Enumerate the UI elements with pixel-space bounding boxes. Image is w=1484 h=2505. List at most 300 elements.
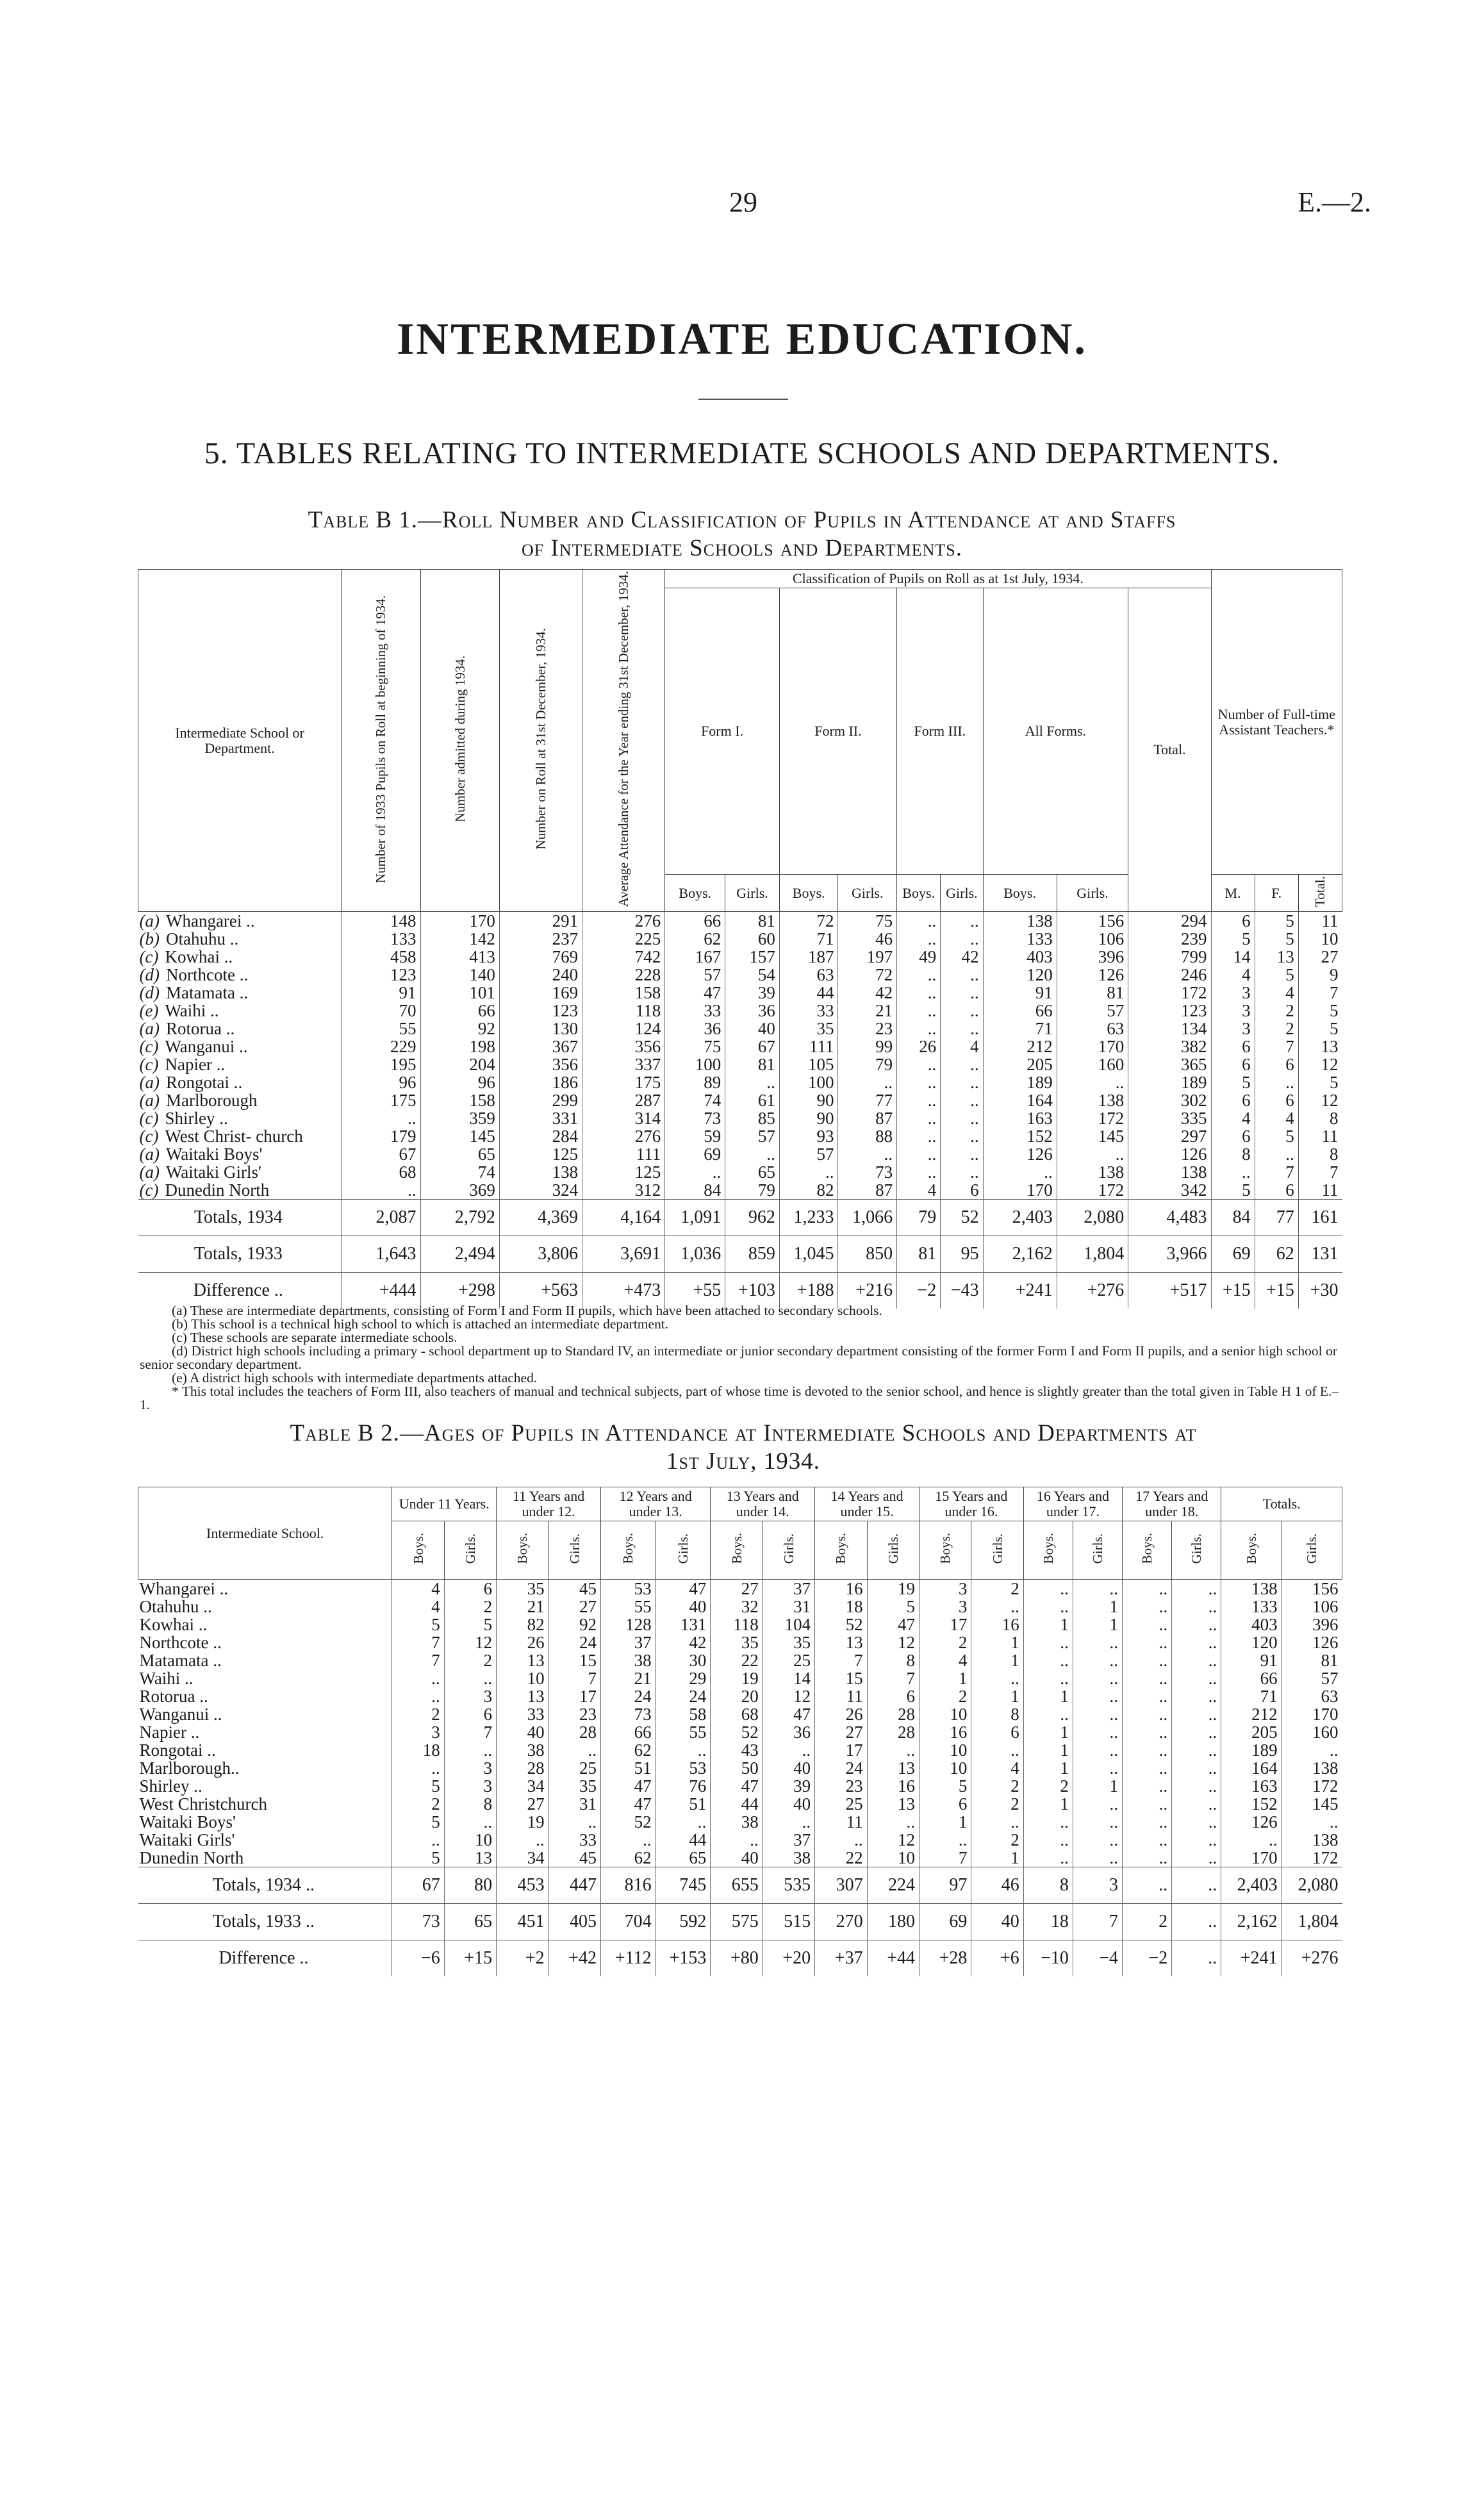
b1-value-cell: 4 <box>1255 984 1298 1002</box>
b2-value-cell: 11 <box>815 1687 867 1705</box>
b1-value-cell: 8 <box>1298 1145 1342 1163</box>
b1-value-cell: 11 <box>1298 1127 1342 1145</box>
b2-value-cell: 43 <box>711 1741 763 1759</box>
b2-value-cell: .. <box>1172 1687 1221 1705</box>
b2-value-cell: 2 <box>444 1598 496 1616</box>
b2-value-cell: 19 <box>711 1669 763 1687</box>
b2-value-cell: 38 <box>497 1741 548 1759</box>
b1-school-tag: (d) <box>139 965 160 985</box>
b1-value-cell: 7 <box>1298 1163 1342 1181</box>
b1-totals-cell: 1,804 <box>1057 1236 1128 1273</box>
b2-value-cell: .. <box>711 1831 763 1849</box>
b2-value-cell: 35 <box>763 1633 814 1651</box>
b2-value-cell: 10 <box>919 1705 971 1723</box>
b2-value-cell: 8 <box>444 1795 496 1813</box>
b2-value-cell: .. <box>1172 1795 1221 1813</box>
b2-value-cell: 27 <box>711 1580 763 1598</box>
b2-value-cell: 7 <box>548 1669 600 1687</box>
b2-value-cell: .. <box>1172 1741 1221 1759</box>
b2-boys-header <box>815 1521 867 1580</box>
b2-value-cell: 24 <box>548 1633 600 1651</box>
b2-value-cell: 13 <box>497 1687 548 1705</box>
b2-value-cell: 26 <box>497 1633 548 1651</box>
b1-value-cell: 179 <box>342 1127 420 1145</box>
b2-value-cell: 27 <box>497 1795 548 1813</box>
b2-totals-cell: 816 <box>600 1867 655 1904</box>
b1-value-cell: 5 <box>1211 930 1255 948</box>
b2-totals-cell: 67 <box>392 1867 444 1904</box>
b1-totals-cell: 81 <box>897 1236 941 1273</box>
b1-value-cell: 7 <box>1298 984 1342 1002</box>
b2-value-cell: 65 <box>655 1849 711 1867</box>
b2-value-cell: .. <box>763 1813 814 1831</box>
b1-value-cell: .. <box>897 1091 941 1109</box>
b1-value-cell: 276 <box>582 1127 665 1145</box>
b1-value-cell: 291 <box>499 912 582 930</box>
table-row <box>138 1580 1342 1598</box>
table-row <box>138 1849 1342 1867</box>
b1-totals-cell: +298 <box>420 1273 499 1309</box>
b1-value-cell: 186 <box>499 1073 582 1091</box>
b1-school-tag: (c) <box>139 1127 159 1146</box>
b2-value-cell: .. <box>1172 1759 1221 1777</box>
b2-value-cell: 35 <box>711 1633 763 1651</box>
b1-value-cell: .. <box>941 912 983 930</box>
b2-value-cell: 172 <box>1282 1777 1342 1795</box>
b2-value-cell: 25 <box>815 1795 867 1813</box>
b1-value-cell: 73 <box>665 1109 725 1127</box>
b1-value-cell: 331 <box>499 1109 582 1127</box>
b2-value-cell: .. <box>1123 1669 1172 1687</box>
b1-value-cell: .. <box>897 930 941 948</box>
b2-value-cell: 126 <box>1221 1813 1282 1831</box>
b2-value-cell: 12 <box>867 1831 919 1849</box>
b1-value-cell: .. <box>941 1073 983 1091</box>
b1-value-cell: 5 <box>1255 966 1298 984</box>
b2-value-cell: 31 <box>763 1598 814 1616</box>
b2-boys-header <box>1221 1521 1282 1580</box>
b2-value-cell: 55 <box>600 1598 655 1616</box>
b1-value-cell: 3 <box>1211 1002 1255 1020</box>
b1-value-cell: 92 <box>420 1020 499 1038</box>
b2-age-group-header: 12 Years and under 13. <box>600 1487 710 1521</box>
b1-value-cell: 6 <box>1211 1038 1255 1055</box>
table-row <box>138 948 1342 966</box>
b2-value-cell: 21 <box>497 1598 548 1616</box>
b2-value-cell: 4 <box>919 1651 971 1669</box>
b2-value-cell: 92 <box>548 1616 600 1633</box>
b2-value-cell: 104 <box>763 1616 814 1633</box>
b1-value-cell: 3 <box>1211 984 1255 1002</box>
b1-value-cell: .. <box>941 1091 983 1109</box>
b2-value-cell: 53 <box>655 1759 711 1777</box>
b1-value-cell: 111 <box>779 1038 838 1055</box>
b2-value-cell: 10 <box>919 1741 971 1759</box>
b1-totals-cell: 2,162 <box>983 1236 1057 1273</box>
b1-value-cell: 36 <box>665 1020 725 1038</box>
b2-value-cell: 34 <box>497 1777 548 1795</box>
b1-value-cell: 4 <box>897 1181 941 1200</box>
b1-value-cell: 212 <box>983 1038 1057 1055</box>
b1-school-name: Waihi .. <box>165 1001 219 1021</box>
b2-value-cell: .. <box>867 1741 919 1759</box>
b2-school-cell: Napier .. <box>139 1723 200 1742</box>
b2-value-cell: 7 <box>392 1651 444 1669</box>
b1-totals-cell: 3,691 <box>582 1236 665 1273</box>
b2-totals-cell: 18 <box>1023 1904 1073 1940</box>
b2-value-cell: .. <box>655 1813 711 1831</box>
b2-totals-cell: .. <box>1123 1867 1172 1904</box>
b2-value-cell: 5 <box>392 1777 444 1795</box>
b2-value-cell: 18 <box>815 1598 867 1616</box>
b2-totals-cell: 515 <box>763 1904 814 1940</box>
b1-totals-cell: +444 <box>342 1273 420 1309</box>
b1-value-cell: 81 <box>1057 984 1128 1002</box>
b1-value-cell: 138 <box>1128 1163 1211 1181</box>
b1-totals-cell: −43 <box>941 1273 983 1309</box>
b2-value-cell: 10 <box>867 1849 919 1867</box>
b2-value-cell: 3 <box>444 1777 496 1795</box>
b1-value-cell: 74 <box>420 1163 499 1181</box>
b2-school-cell: Marlborough.. <box>139 1758 240 1778</box>
b2-value-cell: 63 <box>1282 1687 1342 1705</box>
b2-school-cell: Rotorua .. <box>139 1687 208 1706</box>
b2-value-cell: 39 <box>763 1777 814 1795</box>
b1-classification-header: Classification of Pupils on Roll as at 1st July, 1934. <box>665 570 1211 588</box>
b2-totals-cell: 2,162 <box>1221 1904 1282 1940</box>
b2-value-cell: .. <box>392 1831 444 1849</box>
b2-value-cell: 44 <box>655 1831 711 1849</box>
b1-value-cell: 246 <box>1128 966 1211 984</box>
b2-girls-label: Girls. <box>1189 1533 1205 1564</box>
b2-value-cell: 152 <box>1221 1795 1282 1813</box>
table-row <box>138 1795 1342 1813</box>
b2-value-cell: 10 <box>919 1759 971 1777</box>
b1-totals-cell: 4,483 <box>1128 1200 1211 1236</box>
b1-value-cell: 314 <box>582 1109 665 1127</box>
b2-totals-cell: +28 <box>919 1940 971 1977</box>
b2-value-cell: 66 <box>600 1723 655 1741</box>
b2-totals-cell: 80 <box>444 1867 496 1904</box>
b2-value-cell: 189 <box>1221 1741 1282 1759</box>
b2-value-cell: 2 <box>392 1795 444 1813</box>
b1-boys-header: Boys. <box>983 875 1057 912</box>
b1-value-cell: 156 <box>1057 912 1128 930</box>
b1-average-attendance-header <box>582 570 665 912</box>
b2-value-cell: .. <box>1073 1669 1122 1687</box>
table-b1-caption-line: of Intermediate Schools and Departments. <box>522 535 962 561</box>
b1-value-cell: 148 <box>342 912 420 930</box>
b2-totals-cell: 535 <box>763 1867 814 1904</box>
b1-value-cell: 73 <box>838 1163 897 1181</box>
b2-value-cell: 15 <box>548 1651 600 1669</box>
b2-value-cell: 28 <box>548 1723 600 1741</box>
b2-value-cell: 40 <box>497 1723 548 1741</box>
table-row <box>138 1020 1342 1038</box>
b2-totals-cell: +241 <box>1221 1940 1282 1977</box>
b2-value-cell: 10 <box>497 1669 548 1687</box>
b2-value-cell: 18 <box>392 1741 444 1759</box>
b2-boys-label: Boys. <box>833 1533 849 1564</box>
b2-girls-header <box>1172 1521 1221 1580</box>
b2-value-cell: .. <box>1172 1849 1221 1867</box>
b2-value-cell: 19 <box>867 1580 919 1598</box>
b2-value-cell: 45 <box>548 1580 600 1598</box>
b2-value-cell: 3 <box>444 1759 496 1777</box>
b2-value-cell: .. <box>1073 1580 1122 1598</box>
b2-totals-cell: +20 <box>763 1940 814 1977</box>
b1-value-cell: 54 <box>725 966 780 984</box>
b2-value-cell: 118 <box>711 1616 763 1633</box>
b1-value-cell: 6 <box>1255 1091 1298 1109</box>
b2-value-cell: 4 <box>971 1759 1023 1777</box>
b2-totals-cell: 307 <box>815 1867 867 1904</box>
b1-value-cell: 26 <box>897 1038 941 1055</box>
totals-row <box>138 1200 1342 1236</box>
b2-totals-cell: 2,403 <box>1221 1867 1282 1904</box>
b1-value-cell: 5 <box>1255 1127 1298 1145</box>
b1-school-cell <box>138 1073 342 1091</box>
b2-value-cell: .. <box>497 1831 548 1849</box>
b2-girls-label: Girls. <box>462 1533 478 1564</box>
b2-boys-header <box>711 1521 763 1580</box>
b2-value-cell: .. <box>548 1813 600 1831</box>
b2-value-cell: .. <box>1172 1616 1221 1633</box>
b2-value-cell: 156 <box>1282 1580 1342 1598</box>
b2-value-cell: 1 <box>971 1687 1023 1705</box>
b1-value-cell: 66 <box>420 1002 499 1020</box>
b2-value-cell: 40 <box>655 1598 711 1616</box>
b1-value-cell: .. <box>897 1002 941 1020</box>
b2-value-cell: .. <box>1172 1777 1221 1795</box>
b1-value-cell: 70 <box>342 1002 420 1020</box>
b2-value-cell: 29 <box>655 1669 711 1687</box>
b1-value-cell: 158 <box>420 1091 499 1109</box>
b1-value-cell: 4 <box>1211 966 1255 984</box>
b2-school-cell: Waitaki Boys' <box>139 1812 236 1831</box>
b2-value-cell: 7 <box>444 1723 496 1741</box>
b2-totals-cell: +153 <box>655 1940 711 1977</box>
b1-value-cell: 365 <box>1128 1055 1211 1073</box>
b2-value-cell: 14 <box>763 1669 814 1687</box>
b2-value-cell: 1 <box>919 1813 971 1831</box>
b1-school-tag: (e) <box>139 1001 159 1021</box>
b1-value-cell: 382 <box>1128 1038 1211 1055</box>
b2-value-cell: 163 <box>1221 1777 1282 1795</box>
b2-value-cell: 37 <box>600 1633 655 1651</box>
b1-admitted-header <box>420 570 499 912</box>
b1-value-cell: .. <box>897 912 941 930</box>
b1-value-cell: 396 <box>1057 948 1128 966</box>
b1-value-cell: 167 <box>665 948 725 966</box>
b2-value-cell: .. <box>1172 1633 1221 1651</box>
b1-value-cell: 204 <box>420 1055 499 1073</box>
b1-value-cell: 157 <box>725 948 780 966</box>
b1-value-cell: 93 <box>779 1127 838 1145</box>
b1-total-header: Total. <box>1128 588 1211 912</box>
b1-value-cell: 44 <box>779 984 838 1002</box>
table-row <box>138 1759 1342 1777</box>
b2-value-cell: 38 <box>763 1849 814 1867</box>
b2-value-cell: 24 <box>600 1687 655 1705</box>
b1-value-cell: 302 <box>1128 1091 1211 1109</box>
b2-school-cell: Kowhai .. <box>139 1615 208 1634</box>
b1-value-cell: 198 <box>420 1038 499 1055</box>
b1-value-cell: 75 <box>838 912 897 930</box>
b1-value-cell: 158 <box>582 984 665 1002</box>
b1-value-cell: 239 <box>1128 930 1211 948</box>
b2-totals-cell: 3 <box>1073 1867 1122 1904</box>
b1-value-cell: 138 <box>499 1163 582 1181</box>
b1-value-cell: 229 <box>342 1038 420 1055</box>
table-row <box>138 1705 1342 1723</box>
b2-value-cell: 73 <box>600 1705 655 1723</box>
b2-totals-cell: 73 <box>392 1904 444 1940</box>
b1-value-cell: 71 <box>779 930 838 948</box>
table-row <box>138 1633 1342 1651</box>
b1-value-cell: 225 <box>582 930 665 948</box>
b1-school-name: Rotorua .. <box>165 1019 235 1039</box>
b2-value-cell: .. <box>1073 1741 1122 1759</box>
b2-value-cell: 138 <box>1282 1759 1342 1777</box>
b2-value-cell: 3 <box>919 1598 971 1616</box>
b2-value-cell: .. <box>1172 1669 1221 1687</box>
b1-value-cell: .. <box>1057 1145 1128 1163</box>
b1-value-cell: 8 <box>1298 1109 1342 1127</box>
b2-value-cell: .. <box>392 1759 444 1777</box>
b2-value-cell: .. <box>1123 1777 1172 1795</box>
b2-school-cell: Dunedin North <box>139 1848 244 1867</box>
b2-value-cell: 25 <box>548 1759 600 1777</box>
b1-value-cell: 35 <box>779 1020 838 1038</box>
b2-school-cell: Whangarei .. <box>139 1579 229 1598</box>
b1-school-cell <box>138 966 342 984</box>
b2-value-cell: 4 <box>392 1598 444 1616</box>
b1-school-name: Whangarei .. <box>165 911 255 931</box>
b1-value-cell: 4 <box>1255 1109 1298 1127</box>
b2-value-cell: 22 <box>711 1651 763 1669</box>
b2-value-cell: .. <box>815 1831 867 1849</box>
table-b2-caption-line: Table B 2.—Ages of Pupils in Attendance at Intermediate Schools and Departments at <box>290 1420 1197 1446</box>
b2-value-cell: 2 <box>971 1580 1023 1598</box>
b2-value-cell: .. <box>1073 1813 1122 1831</box>
b1-value-cell: 33 <box>665 1002 725 1020</box>
b1-value-cell: 284 <box>499 1127 582 1145</box>
b1-value-cell: 55 <box>342 1020 420 1038</box>
b2-girls-header <box>1282 1521 1342 1580</box>
b1-value-cell: 169 <box>499 984 582 1002</box>
b1-value-cell: 5 <box>1211 1181 1255 1200</box>
b1-value-cell: 39 <box>725 984 780 1002</box>
b1-value-cell: 57 <box>779 1145 838 1163</box>
b1-value-cell: 7 <box>1255 1038 1298 1055</box>
b2-value-cell: 1 <box>971 1633 1023 1651</box>
b2-value-cell: .. <box>548 1741 600 1759</box>
b2-value-cell: .. <box>1172 1598 1221 1616</box>
b1-value-cell: 90 <box>779 1109 838 1127</box>
b2-totals-cell: .. <box>1172 1867 1221 1904</box>
b1-value-cell: 63 <box>1057 1020 1128 1038</box>
b2-value-cell: .. <box>1123 1651 1172 1669</box>
b1-value-cell: 46 <box>838 930 897 948</box>
b1-value-cell: 228 <box>582 966 665 984</box>
b2-value-cell: 2 <box>971 1795 1023 1813</box>
b1-note: (b) This school is a technical high school to which is attached an intermediate department. <box>172 1316 669 1332</box>
b2-value-cell: .. <box>444 1669 496 1687</box>
b1-school-name: Rongotai .. <box>165 1073 243 1093</box>
b2-value-cell: 5 <box>392 1849 444 1867</box>
b2-value-cell: 47 <box>600 1795 655 1813</box>
b1-value-cell: 85 <box>725 1109 780 1127</box>
b2-value-cell: 71 <box>1221 1687 1282 1705</box>
b1-value-cell: 59 <box>665 1127 725 1145</box>
table-b1 <box>138 569 1342 1309</box>
b1-value-cell: 337 <box>582 1055 665 1073</box>
b1-school-tag: (c) <box>139 1180 159 1200</box>
b1-value-cell: .. <box>941 1109 983 1127</box>
b2-value-cell: 38 <box>711 1813 763 1831</box>
b1-value-cell: 62 <box>665 930 725 948</box>
totals-row <box>138 1867 1342 1904</box>
b1-value-cell: 133 <box>342 930 420 948</box>
b2-school-cell: Waihi .. <box>139 1669 194 1688</box>
page-title: INTERMEDIATE EDUCATION. <box>397 315 1087 364</box>
b2-value-cell: .. <box>919 1831 971 1849</box>
b1-value-cell: 60 <box>725 930 780 948</box>
b2-value-cell: 2 <box>971 1777 1023 1795</box>
totals-row <box>138 1236 1342 1273</box>
b1-totals-cell: +473 <box>582 1273 665 1309</box>
b2-value-cell: 23 <box>548 1705 600 1723</box>
b2-value-cell: 28 <box>867 1705 919 1723</box>
b2-value-cell: 6 <box>444 1580 496 1598</box>
b1-totals-cell: 3,966 <box>1128 1236 1211 1273</box>
b2-value-cell: 138 <box>1282 1831 1342 1849</box>
b2-totals-cell: −2 <box>1123 1940 1172 1977</box>
b1-value-cell: 9 <box>1298 966 1342 984</box>
b2-totals-cell: −4 <box>1073 1940 1122 1977</box>
b1-all-forms-header: All Forms. <box>983 588 1128 875</box>
b2-totals-cell: 8 <box>1023 1867 1073 1904</box>
b2-value-cell: .. <box>1123 1580 1172 1598</box>
b2-girls-label: Girls. <box>566 1533 582 1564</box>
b1-value-cell: 342 <box>1128 1181 1211 1200</box>
b1-value-cell: 367 <box>499 1038 582 1055</box>
b2-value-cell: 22 <box>815 1849 867 1867</box>
b1-value-cell: .. <box>1255 1073 1298 1091</box>
b2-value-cell: 2 <box>444 1651 496 1669</box>
table-row <box>138 984 1342 1002</box>
b2-school-cell: Northcote .. <box>139 1633 222 1652</box>
b1-totals-cell: +30 <box>1298 1273 1342 1309</box>
b1-value-cell: 57 <box>725 1127 780 1145</box>
b1-school-name: West Christ- church <box>165 1127 303 1146</box>
b1-value-cell: 106 <box>1057 930 1128 948</box>
table-row <box>138 1145 1342 1163</box>
b1-school-name: Northcote .. <box>165 965 249 985</box>
b2-value-cell: 1 <box>1023 1759 1073 1777</box>
b2-totals-cell: 451 <box>497 1904 548 1940</box>
b1-totals-cell: 69 <box>1211 1236 1255 1273</box>
b2-value-cell: 12 <box>444 1633 496 1651</box>
b1-value-cell: 6 <box>941 1181 983 1200</box>
b2-value-cell: 1 <box>1023 1723 1073 1741</box>
b1-value-cell: .. <box>941 1002 983 1020</box>
b1-value-cell: 297 <box>1128 1127 1211 1145</box>
b1-value-cell: 75 <box>665 1038 725 1055</box>
b2-value-cell: 76 <box>655 1777 711 1795</box>
b2-girls-label: Girls. <box>1089 1533 1105 1564</box>
